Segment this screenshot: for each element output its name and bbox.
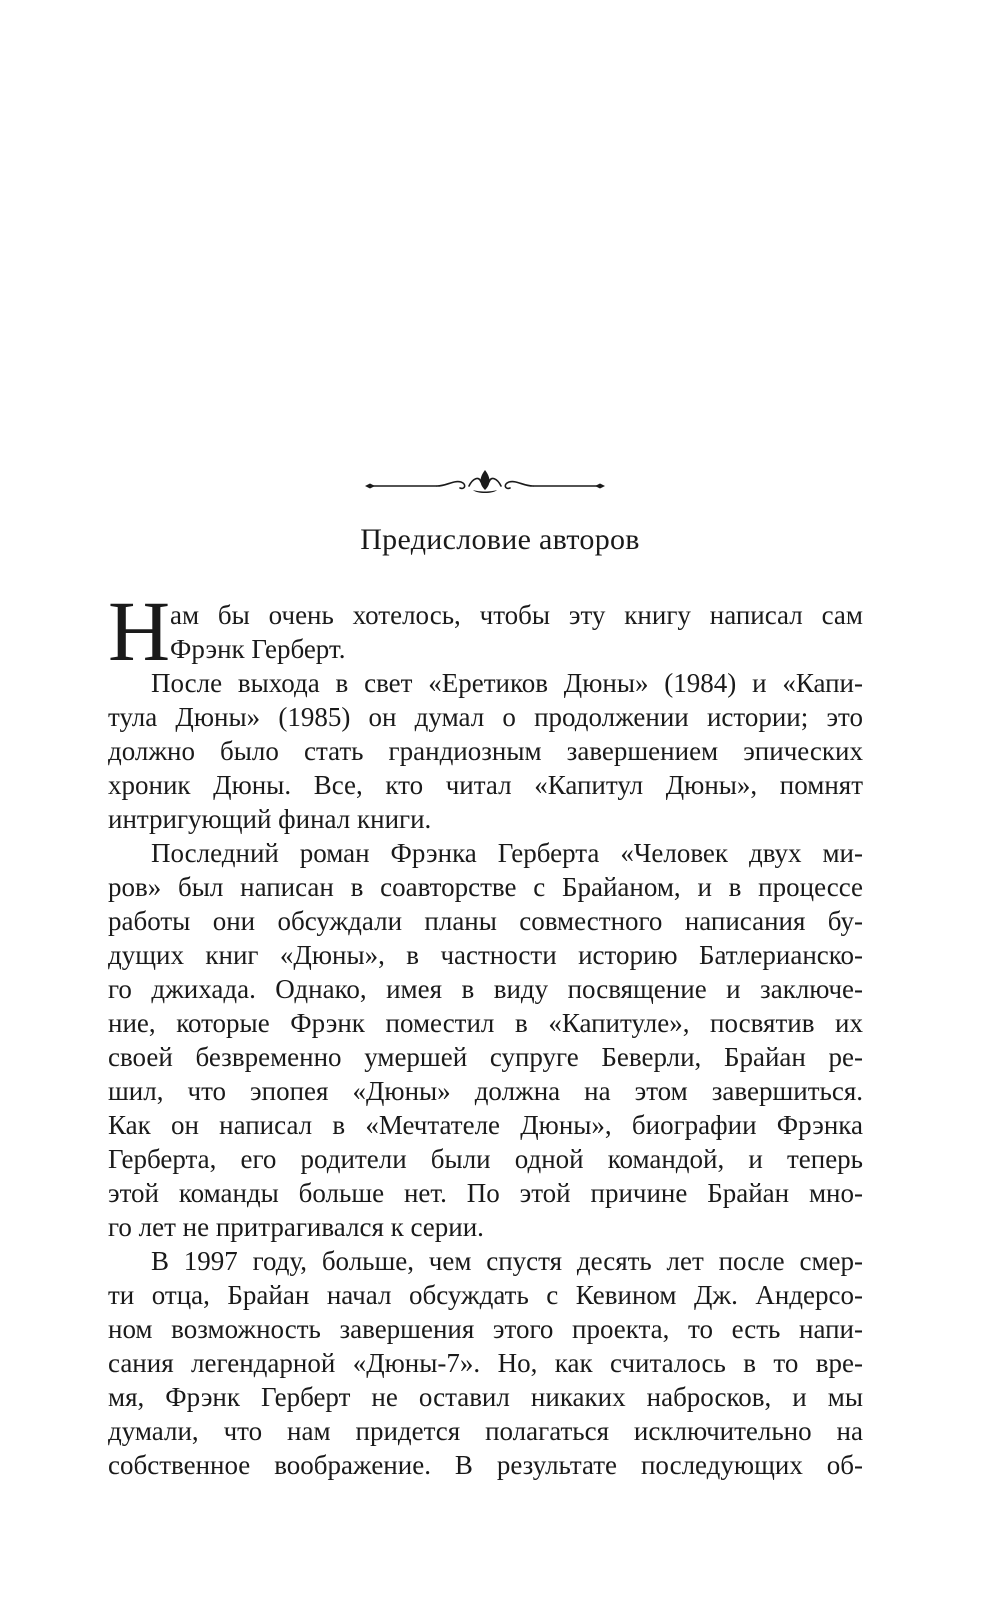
ornament-fleur (481, 470, 490, 490)
body-text (108, 583, 863, 1482)
text-line: мя, Фрэнк Герберт не оставил никаких набросков, и мы (108, 1382, 863, 1412)
text-line: думали, что нам придется полагаться исключительно на (108, 1416, 863, 1446)
first-paragraph (108, 583, 863, 679)
text-line: сания легендарной «Дюны-7». Но, как считалось в то вре- (108, 1348, 863, 1378)
text-line: ном возможность завершения этого проекта, то есть напи- (108, 1314, 863, 1344)
text-line: Герберта, его родители были одной командой, и теперь (108, 1144, 863, 1174)
text-line: го лет не притрагивался к серии. (108, 1212, 484, 1242)
text-line: собственное воображение. В результате последующих об- (108, 1450, 863, 1480)
text-line: этой команды больше нет. По этой причине Брайан мно- (108, 1178, 863, 1208)
text-line: своей безвременно умершей супруге Беверли, Брайан ре- (108, 1042, 863, 1072)
text-line: го джихада. Однако, имея в виду посвящение и заключе- (108, 974, 863, 1004)
text-line: шил, что эпопея «Дюны» должна на этом завершиться. (108, 1076, 863, 1106)
ornament-left-rule (365, 484, 437, 489)
text-line: дущих книг «Дюны», в частности историю Батлерианско- (108, 940, 863, 970)
text-line: Как он написал в «Мечтателе Дюны», биографии Фрэнка (108, 1110, 863, 1140)
text-line: Последний роман Фрэнка Герберта «Человек двух ми- (151, 838, 863, 868)
text-line: должно было стать грандиозным завершением эпических (108, 736, 863, 766)
fleuron-ornament (365, 466, 605, 506)
text-line: интригующий финал книги. (108, 804, 432, 834)
drop-cap: Н (108, 583, 169, 679)
paragraph-1 (108, 666, 863, 836)
first-paragraph-lines (170, 598, 863, 666)
text-line: хроник Дюны. Все, кто читал «Капитул Дюны», помнят (108, 770, 863, 800)
ornament-base (473, 490, 497, 493)
text-line: ние, которые Фрэнк поместил в «Капитуле», посвятив их (108, 1008, 863, 1038)
text-line: ам бы очень хотелось, чтобы эту книгу написал сам (170, 600, 863, 630)
paragraph-2 (108, 836, 863, 1244)
text-line: После выхода в свет «Еретиков Дюны» (1984) и «Капи- (151, 668, 863, 698)
text-line: В 1997 году, больше, чем спустя десять лет после смер- (151, 1246, 863, 1276)
text-line: работы они обсуждали планы совместного написания бу- (108, 906, 863, 936)
ornament-right-rule (533, 484, 605, 489)
text-line: ров» был написан в соавторстве с Брайаном, и в процессе (108, 872, 863, 902)
text-line: ти отца, Брайан начал обсуждать с Кевином Дж. Андерсо- (108, 1280, 863, 1310)
text-line: тула Дюны» (1985) он думал о продолжении истории; это (108, 702, 863, 732)
text-line: Фрэнк Герберт. (170, 634, 346, 664)
chapter-title: Предисловие авторов (360, 523, 640, 556)
paragraph-3 (108, 1244, 863, 1482)
